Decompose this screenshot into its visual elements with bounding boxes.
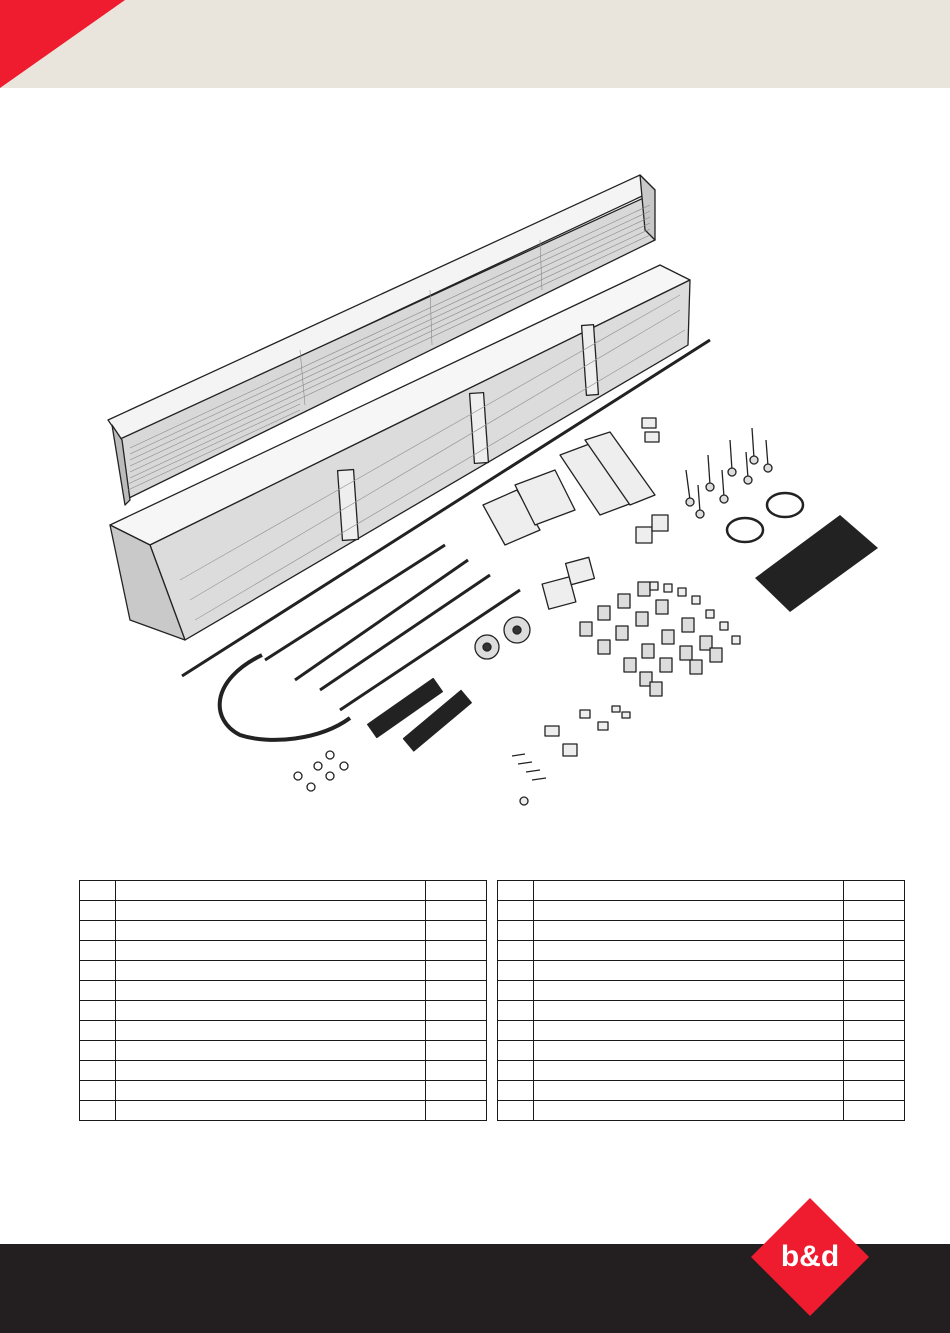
- part-quantity: [426, 1101, 487, 1121]
- part-quantity: [844, 961, 905, 981]
- hinges: [580, 582, 722, 696]
- part-description: [533, 881, 843, 901]
- part-number: [498, 1061, 534, 1081]
- lift-cables: [727, 493, 803, 542]
- table-row: [498, 881, 905, 901]
- part-description: [115, 1041, 425, 1061]
- part-quantity: [844, 1101, 905, 1121]
- table-row: [80, 921, 487, 941]
- table-row: [80, 1081, 487, 1101]
- bd-logo: [749, 1196, 871, 1318]
- part-number: [498, 901, 534, 921]
- part-description: [533, 961, 843, 981]
- svg-text:b&d: b&d: [780, 1240, 840, 1273]
- part-quantity: [844, 901, 905, 921]
- torsion-springs: [368, 679, 472, 751]
- part-number: [498, 941, 534, 961]
- part-description: [115, 921, 425, 941]
- part-number: [80, 981, 116, 1001]
- part-description: [115, 1101, 425, 1121]
- part-quantity: [844, 921, 905, 941]
- red-corner-accent: [0, 0, 125, 88]
- part-number: [498, 1001, 534, 1021]
- table-row: [498, 981, 905, 1001]
- part-number: [498, 1041, 534, 1061]
- table-row: [80, 961, 487, 981]
- part-number: [498, 1101, 534, 1121]
- part-quantity: [426, 901, 487, 921]
- table-row: [498, 941, 905, 961]
- table-row: [498, 921, 905, 941]
- part-number: [80, 921, 116, 941]
- part-description: [533, 1001, 843, 1021]
- part-number: [80, 901, 116, 921]
- part-number: [80, 941, 116, 961]
- part-description: [115, 961, 425, 981]
- screws: [755, 515, 878, 612]
- table-row: [80, 901, 487, 921]
- part-number: [498, 1021, 534, 1041]
- parts-exploded-view: [95, 165, 895, 825]
- part-number: [80, 1061, 116, 1081]
- part-quantity: [844, 1021, 905, 1041]
- part-number: [498, 981, 534, 1001]
- nuts: [294, 751, 348, 791]
- table-row: [80, 1101, 487, 1121]
- part-number: [80, 1041, 116, 1061]
- table-row: [80, 1021, 487, 1041]
- table-row: [80, 981, 487, 1001]
- part-quantity: [426, 1001, 487, 1021]
- part-description: [115, 1061, 425, 1081]
- table-row: [498, 901, 905, 921]
- table-row: [80, 1041, 487, 1061]
- part-quantity: [844, 1061, 905, 1081]
- part-description: [115, 981, 425, 1001]
- small-hardware: [512, 706, 630, 805]
- part-quantity: [426, 1021, 487, 1041]
- table-row: [80, 1061, 487, 1081]
- part-number: [498, 961, 534, 981]
- table-row: [498, 1001, 905, 1021]
- part-quantity: [844, 981, 905, 1001]
- part-description: [115, 901, 425, 921]
- table-row: [498, 1021, 905, 1041]
- table-row: [80, 941, 487, 961]
- cable-drums: [475, 617, 530, 659]
- part-description: [115, 1081, 425, 1101]
- part-description: [533, 981, 843, 1001]
- part-number: [80, 881, 116, 901]
- part-description: [533, 921, 843, 941]
- table-row: [80, 1001, 487, 1021]
- part-quantity: [844, 1041, 905, 1061]
- part-quantity: [844, 941, 905, 961]
- part-description: [533, 1021, 843, 1041]
- part-number: [80, 961, 116, 981]
- part-quantity: [426, 1061, 487, 1081]
- part-number: [498, 921, 534, 941]
- part-number: [80, 1081, 116, 1101]
- part-quantity: [844, 881, 905, 901]
- part-description: [115, 881, 425, 901]
- part-quantity: [426, 1081, 487, 1101]
- part-description: [115, 941, 425, 961]
- part-quantity: [844, 1081, 905, 1101]
- parts-list-table-left: [79, 880, 487, 1121]
- part-number: [498, 1081, 534, 1101]
- part-number: [80, 1021, 116, 1041]
- table-row: [498, 1041, 905, 1061]
- part-number: [80, 1001, 116, 1021]
- part-quantity: [426, 921, 487, 941]
- part-number: [498, 881, 534, 901]
- part-description: [533, 941, 843, 961]
- part-quantity: [426, 881, 487, 901]
- part-description: [533, 901, 843, 921]
- parts-list-table-right: [497, 880, 905, 1121]
- part-quantity: [426, 961, 487, 981]
- part-quantity: [426, 941, 487, 961]
- part-description: [533, 1041, 843, 1061]
- table-row: [498, 961, 905, 981]
- table-row: [498, 1061, 905, 1081]
- table-row: [498, 1101, 905, 1121]
- header-band: [0, 0, 950, 88]
- table-row: [80, 881, 487, 901]
- table-row: [498, 1081, 905, 1101]
- part-description: [115, 1021, 425, 1041]
- part-quantity: [426, 981, 487, 1001]
- rollers: [686, 428, 772, 518]
- part-number: [80, 1101, 116, 1121]
- part-description: [533, 1081, 843, 1101]
- part-description: [533, 1061, 843, 1081]
- part-description: [533, 1101, 843, 1121]
- part-quantity: [844, 1001, 905, 1021]
- part-quantity: [426, 1041, 487, 1061]
- part-description: [115, 1001, 425, 1021]
